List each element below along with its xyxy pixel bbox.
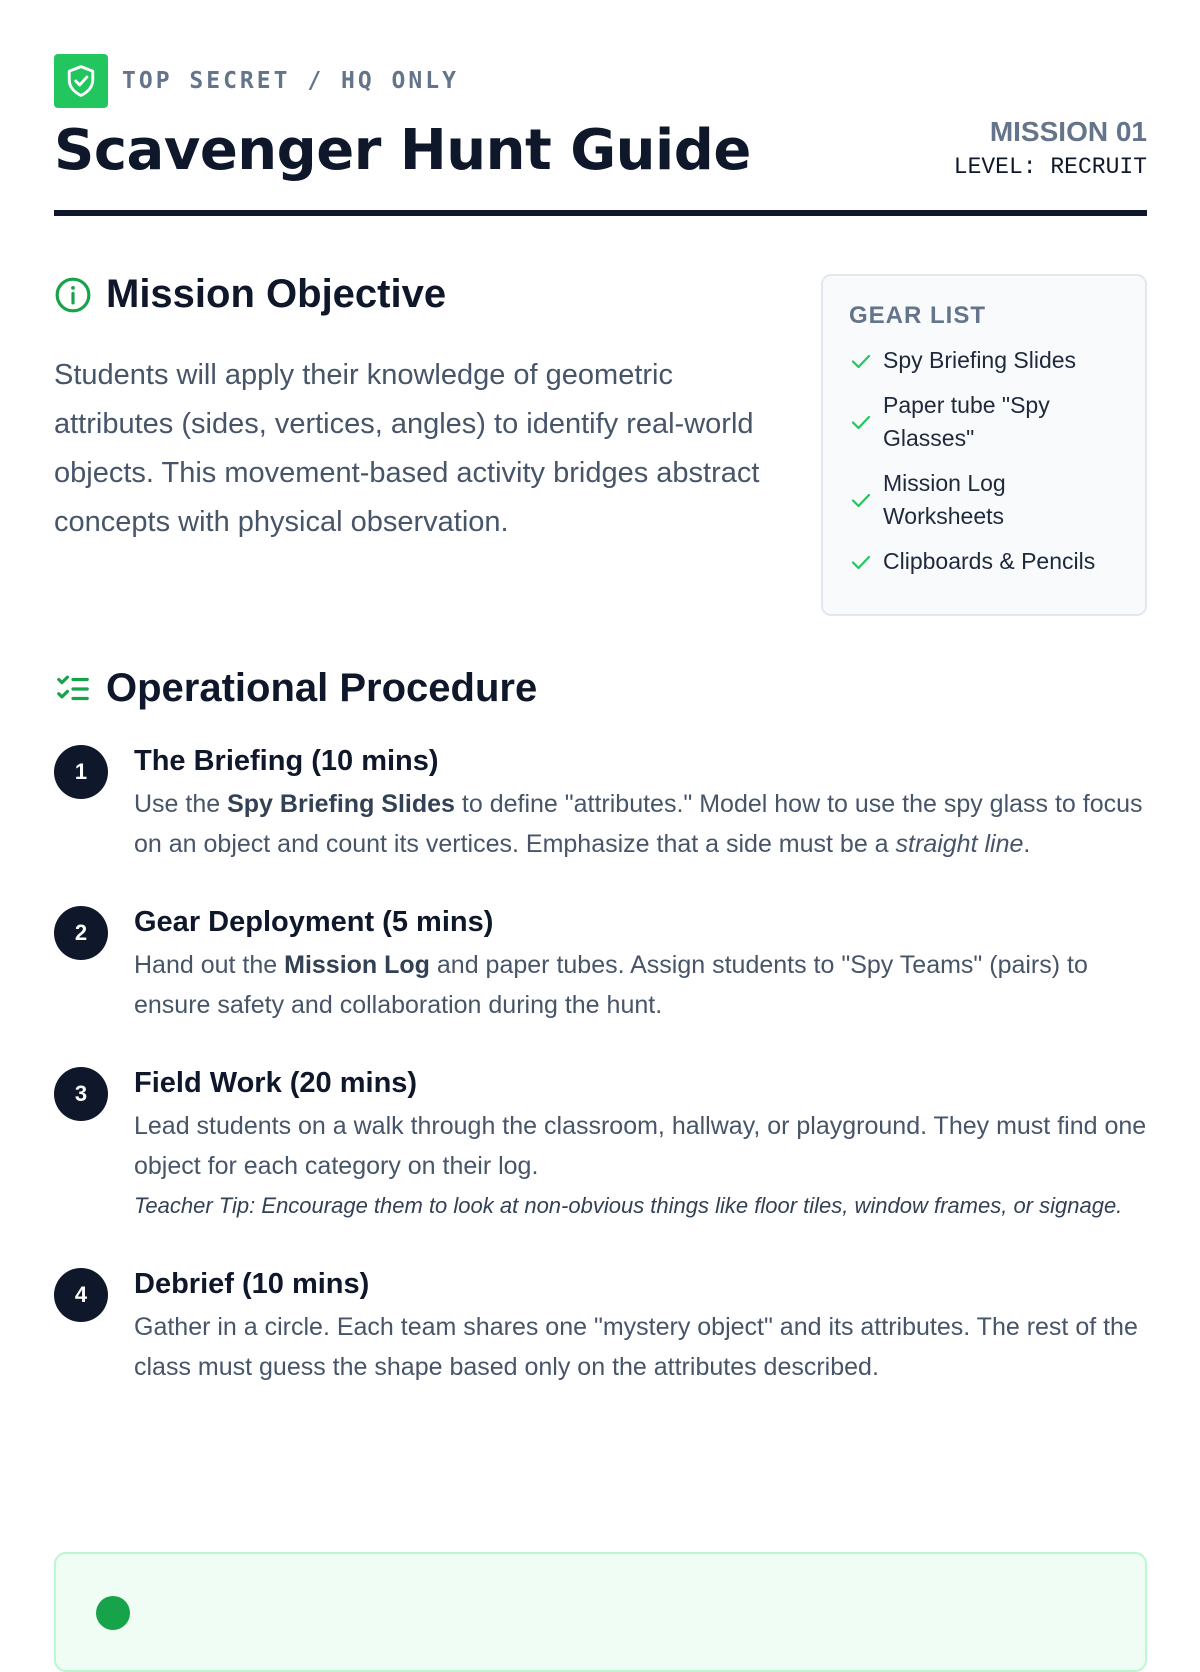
gear-list-title: GEAR LIST [849, 302, 987, 329]
check-icon [849, 410, 883, 434]
info-icon [54, 276, 92, 314]
gear-item-label: Clipboards & Pencils [883, 548, 1096, 574]
step-body: Gather in a circle. Each team shares one "mystery object" and its attributes. The rest of the class must guess the shape based only on the attributes described. [134, 1313, 1138, 1381]
teacher-tip: Teacher Tip: Encourage them to look at non-obvious things like floor tiles, window frames, or signage. [134, 1193, 1123, 1218]
gear-item-label: Paper tube "Spy Glasses" [883, 392, 1050, 451]
step-title: Debrief (10 mins) [134, 1268, 370, 1300]
gear-item [849, 545, 1119, 578]
check-icon [849, 550, 883, 574]
procedure-steps [54, 745, 1147, 1387]
classification-row [54, 54, 1147, 108]
mission-meta [954, 116, 1147, 180]
procedure-heading [54, 666, 1147, 711]
objective-title: Mission Objective [106, 272, 447, 316]
step-emphasis: Mission Log [284, 951, 430, 979]
classification-label: TOP SECRET / HQ ONLY [122, 68, 459, 94]
objective-text: Students will apply their knowledge of geometric attributes (sides, vertices, angles) to identify real-world objects. This movement-based activity bridges abstract concepts with physical observation. [54, 359, 760, 538]
shield-check-icon [54, 54, 108, 108]
check-icon [849, 488, 883, 512]
check-icon [849, 349, 883, 373]
gear-item [849, 467, 1119, 533]
procedure-title: Operational Procedure [106, 666, 538, 710]
gear-item-label: Spy Briefing Slides [883, 347, 1077, 373]
step-body: Lead students on a walk through the classroom, hallway, or playground. They must find one object for each category on their log. [134, 1112, 1147, 1180]
gear-item-label: Mission Log Worksheets [883, 470, 1006, 529]
step-title: Gear Deployment (5 mins) [134, 906, 494, 938]
mission-objective [54, 272, 774, 547]
checklist-icon [54, 670, 92, 708]
title-row [54, 108, 1147, 202]
step-emphasis: Spy Briefing Slides [227, 790, 455, 818]
procedure-step [54, 1268, 1147, 1387]
objective-section [54, 216, 1147, 626]
step-text: Hand out the [134, 951, 285, 979]
gear-item [849, 389, 1119, 455]
step-text: . [1023, 830, 1031, 858]
step-number: 1 [54, 745, 108, 799]
step-number: 3 [54, 1067, 108, 1121]
step-title: The Briefing (10 mins) [134, 745, 439, 777]
step-number: 2 [54, 906, 108, 960]
step-text: to define "attributes." Model how to use the spy glass to focus on an object and count its vertices. Emphasize that a side must be a [134, 790, 1143, 858]
lesson-page [54, 54, 1147, 1429]
procedure-step [54, 906, 1147, 1025]
step-text: and paper tubes. Assign students to "Spy Teams" (pairs) to ensure safety and collaboration during the hunt. [134, 951, 1088, 1019]
step-body [134, 784, 1147, 864]
step-number: 4 [54, 1268, 108, 1322]
procedure-step [54, 1067, 1147, 1226]
step-text: Use the [134, 790, 228, 818]
gear-item [849, 344, 1119, 377]
callout-icon [96, 1596, 130, 1630]
mission-level: LEVEL: RECRUIT [953, 154, 1147, 180]
step-body [134, 945, 1147, 1025]
callout-box [54, 1552, 1147, 1672]
gear-list-card [821, 274, 1147, 616]
page-title: Scavenger Hunt Guide [54, 118, 751, 183]
objective-heading [54, 272, 774, 317]
mission-number: MISSION 01 [989, 116, 1147, 147]
step-italic: straight line [895, 830, 1024, 858]
step-title: Field Work (20 mins) [134, 1067, 418, 1099]
procedure-step [54, 745, 1147, 864]
